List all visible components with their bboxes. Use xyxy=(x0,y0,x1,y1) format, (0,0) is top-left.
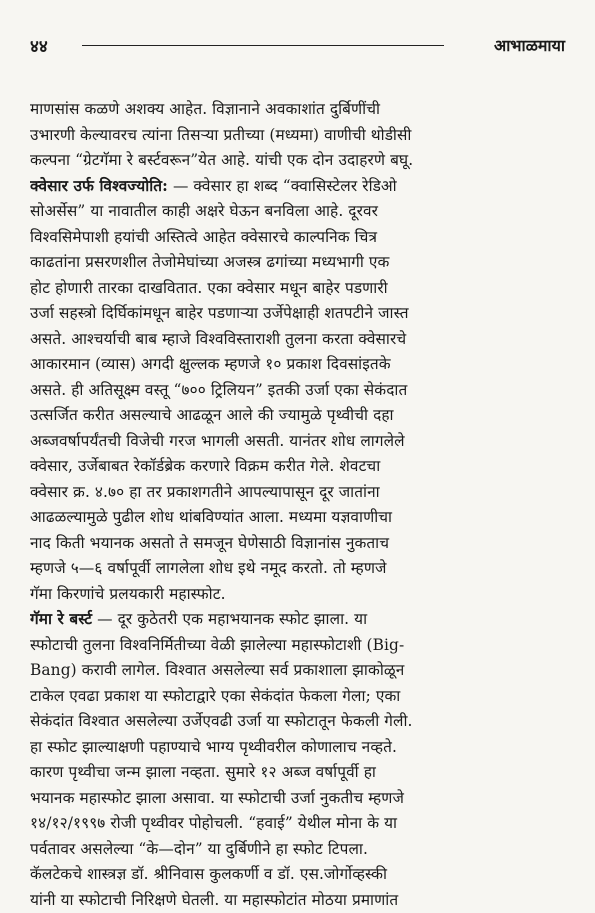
text-line xyxy=(30,862,570,888)
line-text: असते. ही अतिसूक्ष्म वस्तू “७०० ट्रिलियन” इतकी उर्जा एका सेकंदात xyxy=(30,381,407,399)
text-line xyxy=(30,378,570,404)
line-text: Bang) करावी लागेल. विश्वात असलेल्या सर्व प्रकाशाला झाकोळून xyxy=(30,661,404,679)
line-text: हा स्फोट झाल्याक्षणी पहाण्याचे भाग्य पृथ्वीवरील कोणालाच नव्हते. xyxy=(30,738,397,756)
line-text: स्फोटाची तुलना विश्वनिर्मितीच्या वेळी झालेल्या महास्फोटाशी (Big- xyxy=(30,636,404,654)
text-line xyxy=(30,301,570,327)
text-line xyxy=(30,658,570,684)
text-line xyxy=(30,480,570,506)
section-heading: क्वेसार उर्फ विश्वज्योति: xyxy=(30,177,168,195)
line-text: कारण पृथ्वीचा जन्म झाला नव्हता. सुमारे १२ अब्ज वर्षापूर्वी हा xyxy=(30,763,376,781)
text-line xyxy=(30,709,570,735)
text-line xyxy=(30,505,570,531)
line-text: सोअर्सेस” या नावातील काही अक्षरे घेऊन बनविला आहे. दूरवर xyxy=(30,202,378,220)
text-line xyxy=(30,123,570,149)
line-text: उर्जा सहस्त्रो दिर्घिकांमधून बाहेर पडणाऱ्या उर्जेपेक्षाही शतपटीने जास्त xyxy=(30,304,409,322)
line-text: भयानक महास्फोट झाला असावा. या स्फोटाची उर्जा नुकतीच म्हणजे xyxy=(30,789,404,807)
line-text: होट होणारी तारका दाखवितात. एका क्वेसार मधून बाहेर पडणारी xyxy=(30,279,388,297)
text-line xyxy=(30,531,570,557)
page-number: ४४ xyxy=(30,34,48,57)
text-line xyxy=(30,327,570,353)
line-text: पर्वतावर असलेल्या “के—दोन” या दुर्बिणीने हा स्फोट टिपला. xyxy=(30,840,368,858)
line-text: काढतांना प्रसरणशील तेजोमेघांच्या अजस्त्र ढगांच्या मध्यभागी एक xyxy=(30,253,389,271)
line-text: १४/१२/१९९७ रोजी पृथ्वीवर पोहोचली. “हवाई” येथील मोना के या xyxy=(30,814,397,832)
text-line xyxy=(30,250,570,276)
text-line xyxy=(30,276,570,302)
line-text: नाद किती भयानक असतो ते समजून घेणेसाठी विज्ञानांस नुकताच xyxy=(30,534,389,552)
text-line xyxy=(30,556,570,582)
text-line xyxy=(30,225,570,251)
page-header xyxy=(30,34,565,56)
text-line xyxy=(30,735,570,761)
line-text: यांनी या स्फोटाची निरिक्षणे घेतली. या महास्फोटांत मोठया प्रमाणांत xyxy=(30,891,398,909)
text-line xyxy=(30,684,570,710)
line-text: आढळल्यामुळे पुढील शोध थांबविण्यांत आला. मध्यमा यज्ञवाणीचा xyxy=(30,508,392,526)
text-line xyxy=(30,454,570,480)
line-text: उत्सर्जित करीत असल्याचे आढळून आले की ज्यामुळे पृथ्वीची दहा xyxy=(30,406,394,424)
line-text: अब्जवर्षापर्यंतची विजेची गरज भागली असती. यानंतर शोध लागलेले xyxy=(30,432,405,450)
text-line xyxy=(30,97,570,123)
text-line xyxy=(30,582,570,608)
text-line xyxy=(30,174,570,200)
text-line xyxy=(30,607,570,633)
text-line xyxy=(30,148,570,174)
text-line xyxy=(30,811,570,837)
line-text: आकारमान (व्यास) अगदी क्षुल्लक म्हणजे १० प्रकाश दिवसांइतके xyxy=(30,355,391,373)
text-line xyxy=(30,888,570,913)
text-line xyxy=(30,429,570,455)
text-line xyxy=(30,837,570,863)
text-line xyxy=(30,403,570,429)
line-text: माणसांस कळणे अशक्य आहेत. विज्ञानाने अवकाशांत दुर्बिणींची xyxy=(30,100,380,118)
text-line xyxy=(30,352,570,378)
text-line xyxy=(30,199,570,225)
line-text: गॅमा किरणांचे प्रलयकारी महास्फोट. xyxy=(30,585,226,603)
line-text: टाकेल एवढा प्रकाश या स्फोटाद्वारे एका सेकंदांत फेकला गेला; एका xyxy=(30,687,400,705)
header-rule xyxy=(82,45,444,46)
body-text xyxy=(30,97,570,913)
text-line xyxy=(30,633,570,659)
line-text: म्हणजे ५—६ वर्षापूर्वी लागलेला शोध इथे नमूद करतो. तो म्हणजे xyxy=(30,559,387,577)
line-text: असते. आश्चर्याची बाब म्हाजे विश्वविस्ताराशी तुलना करता क्वेसारचे xyxy=(30,330,406,348)
line-text: उभारणी केल्यावरच त्यांना तिसऱ्या प्रतीच्या (मध्यमा) वाणीची थोडीसी xyxy=(30,126,412,144)
line-text: कॅलटेकचे शास्त्रज्ञ डॉ. श्रीनिवास कुलकर्णी व डॉ. एस.जोर्गोव्हस्की xyxy=(30,865,387,883)
text-line xyxy=(30,786,570,812)
line-text: विश्वसिमेपाशी हयांची अस्तित्वे आहेत क्वेसारचे काल्पनिक चित्र xyxy=(30,228,377,246)
section-heading: गॅमा रे बर्स्ट xyxy=(30,610,92,628)
book-title: आभाळमाया xyxy=(494,34,565,56)
line-text: क्वेसार, उर्जेबाबत रेकॉर्डब्रेक करणारे विक्रम करीत गेले. शेवटचा xyxy=(30,457,380,475)
line-text: — क्वेसार हा शब्द “क्वासिस्टेलर रेडिओ xyxy=(168,177,397,195)
text-line xyxy=(30,760,570,786)
line-text: क्वेसार क्र. ४.७० हा तर प्रकाशगतीने आपल्यापासून दूर जातांना xyxy=(30,483,380,501)
line-text: कल्पना “ग्रेटगॅमा रे बर्स्टवरून”येत आहे. यांची एक दोन उदाहरणे बघू. xyxy=(30,151,413,169)
line-text: — दूर कुठेतरी एक महाभयानक स्फोट झाला. या xyxy=(92,610,367,628)
line-text: सेकंदांत विश्वात असलेल्या उर्जेएवढी उर्जा या स्फोटातून फेकली गेली. xyxy=(30,712,413,730)
